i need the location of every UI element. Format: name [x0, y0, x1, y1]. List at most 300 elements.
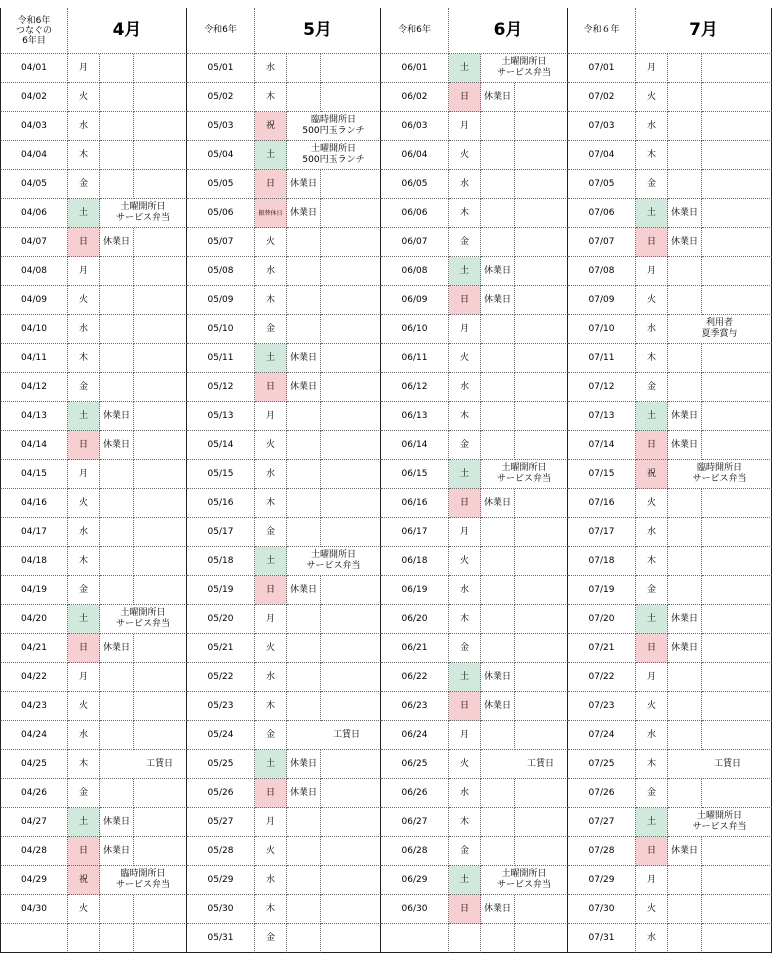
note-empty-cell	[702, 257, 772, 286]
weekday-cell	[449, 924, 481, 953]
note-cell	[481, 721, 515, 750]
weekday-cell: 振替休日	[255, 199, 287, 228]
era-label: 令和６年	[568, 8, 636, 54]
note-empty-cell	[515, 576, 568, 605]
note-empty-cell	[134, 141, 187, 170]
note-empty-cell	[321, 576, 381, 605]
note-cell: 休業日	[481, 692, 515, 721]
note-cell	[287, 634, 321, 663]
weekday-cell: 月	[68, 460, 100, 489]
note-cell	[100, 286, 134, 315]
note-empty-cell	[702, 54, 772, 83]
note-cell	[481, 547, 515, 576]
weekday-cell: 金	[449, 431, 481, 460]
note-empty-cell	[134, 402, 187, 431]
weekday-cell: 木	[449, 199, 481, 228]
note-cell	[668, 576, 702, 605]
weekday-cell: 水	[636, 721, 668, 750]
date-cell: 06/25	[381, 750, 449, 779]
note-cell	[481, 199, 515, 228]
weekday-cell: 金	[449, 634, 481, 663]
note-empty-cell	[702, 634, 772, 663]
date-cell: 05/22	[187, 663, 255, 692]
date-cell: 06/26	[381, 779, 449, 808]
date-cell: 06/02	[381, 83, 449, 112]
date-cell: 04/30	[0, 895, 68, 924]
note-empty-cell	[702, 286, 772, 315]
note-empty-cell	[321, 837, 381, 866]
date-cell: 07/21	[568, 634, 636, 663]
note-cell	[481, 315, 515, 344]
date-cell: 05/04	[187, 141, 255, 170]
note-empty-cell	[321, 634, 381, 663]
note-empty-cell	[515, 721, 568, 750]
date-cell: 04/03	[0, 112, 68, 141]
month-title: 7月	[636, 8, 772, 54]
note-empty-cell	[134, 837, 187, 866]
month-title: 4月	[68, 8, 187, 54]
note-empty-cell	[134, 228, 187, 257]
weekday-cell: 日	[68, 228, 100, 257]
note-empty-cell	[515, 895, 568, 924]
note-cell	[100, 489, 134, 518]
date-cell: 06/17	[381, 518, 449, 547]
date-cell: 07/18	[568, 547, 636, 576]
weekday-cell: 水	[449, 373, 481, 402]
weekday-cell: 月	[636, 54, 668, 83]
weekday-cell: 木	[636, 344, 668, 373]
date-cell: 07/06	[568, 199, 636, 228]
note-cell: 土曜開所日 サービス弁当	[481, 866, 568, 895]
note-empty-cell	[134, 721, 187, 750]
weekday-cell: 火	[449, 547, 481, 576]
note-cell	[287, 605, 321, 634]
note-empty-cell	[134, 808, 187, 837]
note-empty-cell	[702, 431, 772, 460]
note-empty-cell	[515, 170, 568, 199]
note-empty-cell	[515, 112, 568, 141]
note-empty-cell	[702, 692, 772, 721]
note-cell: 土曜開所日 サービス弁当	[481, 54, 568, 83]
date-cell: 07/22	[568, 663, 636, 692]
date-cell: 06/14	[381, 431, 449, 460]
weekday-cell: 火	[68, 489, 100, 518]
note-empty-cell	[702, 576, 772, 605]
note-empty-cell	[321, 170, 381, 199]
note-cell	[287, 837, 321, 866]
date-cell: 04/27	[0, 808, 68, 837]
note-cell	[287, 402, 321, 431]
date-cell: 07/02	[568, 83, 636, 112]
weekday-cell: 火	[255, 634, 287, 663]
date-cell: 05/31	[187, 924, 255, 953]
weekday-cell: 日	[255, 170, 287, 199]
note-cell: 臨時開所日 500円玉ランチ	[287, 112, 381, 141]
note-empty-cell	[321, 692, 381, 721]
note-cell: 休業日	[481, 286, 515, 315]
weekday-cell: 金	[68, 373, 100, 402]
weekday-cell: 木	[636, 141, 668, 170]
note-empty-cell	[321, 228, 381, 257]
date-cell: 06/05	[381, 170, 449, 199]
date-cell: 04/07	[0, 228, 68, 257]
note-empty-cell	[515, 605, 568, 634]
note-empty-cell	[134, 576, 187, 605]
weekday-cell: 土	[68, 605, 100, 634]
date-cell: 05/02	[187, 83, 255, 112]
date-cell: 04/11	[0, 344, 68, 373]
weekday-cell: 火	[449, 750, 481, 779]
note-empty-cell	[134, 547, 187, 576]
date-cell: 05/06	[187, 199, 255, 228]
date-cell: 06/23	[381, 692, 449, 721]
note-cell: 休業日	[668, 431, 702, 460]
weekday-cell: 月	[68, 663, 100, 692]
note-cell	[100, 779, 134, 808]
note-empty-cell	[702, 170, 772, 199]
date-cell: 07/17	[568, 518, 636, 547]
date-cell: 05/14	[187, 431, 255, 460]
note-cell	[668, 257, 702, 286]
note-cell	[481, 779, 515, 808]
date-cell: 06/04	[381, 141, 449, 170]
date-cell: 06/18	[381, 547, 449, 576]
note-empty-cell	[134, 634, 187, 663]
note-cell: 休業日	[100, 228, 134, 257]
date-cell: 06/30	[381, 895, 449, 924]
note-cell: 休業日	[668, 199, 702, 228]
date-cell: 04/13	[0, 402, 68, 431]
note-cell: 土曜開所日 サービス弁当	[668, 808, 772, 837]
note-cell: 休業日	[668, 605, 702, 634]
note-empty-cell	[515, 663, 568, 692]
note-cell: 休業日	[287, 576, 321, 605]
weekday-cell: 土	[255, 547, 287, 576]
date-cell: 04/06	[0, 199, 68, 228]
note-cell	[100, 924, 134, 953]
month-title: 5月	[255, 8, 381, 54]
weekday-cell: 火	[68, 692, 100, 721]
note-cell	[287, 518, 321, 547]
weekday-cell: 月	[449, 315, 481, 344]
date-cell: 07/13	[568, 402, 636, 431]
date-cell: 05/18	[187, 547, 255, 576]
date-cell: 07/01	[568, 54, 636, 83]
date-cell: 07/16	[568, 489, 636, 518]
date-cell: 05/05	[187, 170, 255, 199]
note-empty-cell	[702, 866, 772, 895]
note-cell	[481, 228, 515, 257]
note-cell	[668, 895, 702, 924]
date-cell: 04/09	[0, 286, 68, 315]
date-cell: 05/09	[187, 286, 255, 315]
date-cell: 05/24	[187, 721, 255, 750]
note-empty-cell	[134, 344, 187, 373]
note-cell: 休業日	[100, 837, 134, 866]
note-empty-cell	[515, 373, 568, 402]
note-cell: 休業日	[481, 257, 515, 286]
weekday-cell: 火	[255, 228, 287, 257]
date-cell: 04/21	[0, 634, 68, 663]
note-empty-cell	[515, 402, 568, 431]
note-empty-cell	[134, 257, 187, 286]
note-empty-cell	[134, 518, 187, 547]
note-cell	[668, 373, 702, 402]
note-cell: 休業日	[481, 663, 515, 692]
date-cell: 04/25	[0, 750, 68, 779]
weekday-cell: 日	[68, 431, 100, 460]
note-cell: 土曜開所日 サービス弁当	[100, 605, 187, 634]
note-empty-cell	[515, 808, 568, 837]
weekday-cell: 土	[449, 663, 481, 692]
date-cell: 05/30	[187, 895, 255, 924]
weekday-cell: 水	[255, 460, 287, 489]
weekday-cell: 木	[255, 489, 287, 518]
date-cell: 07/09	[568, 286, 636, 315]
note-cell	[100, 518, 134, 547]
note-cell	[100, 692, 134, 721]
note-cell: 休業日	[100, 402, 134, 431]
note-empty-cell	[321, 924, 381, 953]
date-cell: 04/17	[0, 518, 68, 547]
note-cell	[100, 460, 134, 489]
weekday-cell: 日	[449, 286, 481, 315]
weekday-cell: 木	[68, 750, 100, 779]
note-cell	[668, 141, 702, 170]
note-cell: 土曜開所日 500円玉ランチ	[287, 141, 381, 170]
note-empty-cell	[321, 54, 381, 83]
weekday-cell: 日	[636, 837, 668, 866]
date-cell: 06/29	[381, 866, 449, 895]
date-cell: 05/17	[187, 518, 255, 547]
date-cell: 04/14	[0, 431, 68, 460]
weekday-cell: 木	[68, 344, 100, 373]
note-cell	[100, 141, 134, 170]
note-empty-cell	[134, 83, 187, 112]
note-empty-cell	[515, 141, 568, 170]
note-empty-cell	[702, 373, 772, 402]
weekday-cell: 金	[68, 779, 100, 808]
note-cell	[481, 605, 515, 634]
note-cell	[287, 866, 321, 895]
note-cell	[100, 257, 134, 286]
note-cell	[100, 83, 134, 112]
date-cell: 05/20	[187, 605, 255, 634]
weekday-cell: 月	[636, 663, 668, 692]
weekday-cell: 水	[636, 518, 668, 547]
note-cell: 工賃日	[668, 750, 772, 779]
note-cell: 休業日	[287, 344, 321, 373]
note-empty-cell	[515, 286, 568, 315]
note-empty-cell	[134, 692, 187, 721]
weekday-cell: 火	[636, 286, 668, 315]
date-cell: 07/14	[568, 431, 636, 460]
date-cell: 05/29	[187, 866, 255, 895]
date-cell: 05/15	[187, 460, 255, 489]
note-empty-cell	[702, 402, 772, 431]
note-empty-cell	[134, 315, 187, 344]
note-cell: 工賃日	[100, 750, 187, 779]
note-cell	[668, 663, 702, 692]
note-cell	[100, 373, 134, 402]
note-empty-cell	[515, 489, 568, 518]
weekday-cell: 水	[636, 924, 668, 953]
note-cell	[100, 663, 134, 692]
note-cell	[100, 170, 134, 199]
date-cell: 07/12	[568, 373, 636, 402]
date-cell: 07/20	[568, 605, 636, 634]
note-cell	[287, 460, 321, 489]
note-cell	[287, 83, 321, 112]
weekday-cell: 土	[68, 402, 100, 431]
note-empty-cell	[321, 431, 381, 460]
note-empty-cell	[702, 837, 772, 866]
date-cell: 07/31	[568, 924, 636, 953]
note-cell	[100, 315, 134, 344]
weekday-cell: 日	[449, 489, 481, 518]
weekday-cell	[68, 924, 100, 953]
date-cell: 07/27	[568, 808, 636, 837]
date-cell: 05/21	[187, 634, 255, 663]
note-cell	[481, 402, 515, 431]
note-cell	[100, 576, 134, 605]
note-empty-cell	[702, 547, 772, 576]
note-cell	[287, 257, 321, 286]
date-cell: 04/08	[0, 257, 68, 286]
date-cell: 05/16	[187, 489, 255, 518]
note-cell	[481, 344, 515, 373]
date-cell: 07/04	[568, 141, 636, 170]
note-empty-cell	[702, 489, 772, 518]
weekday-cell: 水	[255, 54, 287, 83]
date-cell: 05/07	[187, 228, 255, 257]
weekday-cell: 水	[636, 112, 668, 141]
date-cell: 05/13	[187, 402, 255, 431]
note-empty-cell	[702, 605, 772, 634]
note-empty-cell	[515, 431, 568, 460]
note-empty-cell	[321, 895, 381, 924]
note-cell	[668, 547, 702, 576]
weekday-cell: 水	[68, 721, 100, 750]
note-cell: 休業日	[481, 83, 515, 112]
note-cell: 休業日	[668, 228, 702, 257]
weekday-cell: 土	[255, 750, 287, 779]
note-cell: 休業日	[100, 808, 134, 837]
date-cell	[0, 924, 68, 953]
date-cell: 07/26	[568, 779, 636, 808]
note-cell	[481, 373, 515, 402]
date-cell: 04/18	[0, 547, 68, 576]
weekday-cell: 木	[449, 808, 481, 837]
date-cell: 05/03	[187, 112, 255, 141]
note-cell	[100, 895, 134, 924]
note-empty-cell	[515, 199, 568, 228]
date-cell: 07/28	[568, 837, 636, 866]
weekday-cell: 土	[68, 808, 100, 837]
note-cell	[481, 518, 515, 547]
note-empty-cell	[134, 489, 187, 518]
date-cell: 04/02	[0, 83, 68, 112]
weekday-cell: 金	[449, 837, 481, 866]
date-cell: 07/15	[568, 460, 636, 489]
note-empty-cell	[321, 83, 381, 112]
note-empty-cell	[515, 315, 568, 344]
note-cell	[668, 489, 702, 518]
note-cell: 土曜開所日 サービス弁当	[100, 199, 187, 228]
note-empty-cell	[702, 924, 772, 953]
note-cell	[287, 692, 321, 721]
note-empty-cell	[515, 257, 568, 286]
note-empty-cell	[134, 779, 187, 808]
weekday-cell: 火	[636, 83, 668, 112]
note-cell	[668, 692, 702, 721]
note-cell	[481, 576, 515, 605]
date-cell: 06/16	[381, 489, 449, 518]
note-empty-cell	[321, 402, 381, 431]
date-cell: 06/07	[381, 228, 449, 257]
date-cell: 05/11	[187, 344, 255, 373]
note-cell: 利用者 夏季賞与	[668, 315, 772, 344]
date-cell: 05/01	[187, 54, 255, 83]
date-cell: 05/08	[187, 257, 255, 286]
date-cell: 07/19	[568, 576, 636, 605]
date-cell: 04/01	[0, 54, 68, 83]
weekday-cell: 月	[636, 257, 668, 286]
weekday-cell: 日	[68, 837, 100, 866]
date-cell: 04/23	[0, 692, 68, 721]
date-cell: 04/26	[0, 779, 68, 808]
date-cell: 04/10	[0, 315, 68, 344]
weekday-cell: 水	[255, 866, 287, 895]
weekday-cell: 土	[255, 141, 287, 170]
note-empty-cell	[321, 750, 381, 779]
weekday-cell: 月	[68, 257, 100, 286]
note-cell	[668, 518, 702, 547]
weekday-cell: 日	[636, 228, 668, 257]
note-cell	[287, 663, 321, 692]
weekday-cell: 木	[68, 547, 100, 576]
weekday-cell: 日	[449, 692, 481, 721]
note-empty-cell	[321, 605, 381, 634]
note-cell	[481, 924, 515, 953]
weekday-cell: 金	[255, 315, 287, 344]
date-cell: 07/03	[568, 112, 636, 141]
weekday-cell: 金	[636, 170, 668, 199]
weekday-cell: 火	[636, 895, 668, 924]
weekday-cell: 火	[68, 895, 100, 924]
date-cell: 04/04	[0, 141, 68, 170]
date-cell: 04/15	[0, 460, 68, 489]
weekday-cell: 月	[255, 808, 287, 837]
note-cell	[481, 112, 515, 141]
date-cell: 06/12	[381, 373, 449, 402]
note-cell	[100, 54, 134, 83]
date-cell: 05/25	[187, 750, 255, 779]
date-cell: 04/20	[0, 605, 68, 634]
note-empty-cell	[515, 344, 568, 373]
weekday-cell: 木	[449, 402, 481, 431]
weekday-cell: 金	[636, 576, 668, 605]
note-empty-cell	[321, 779, 381, 808]
note-cell	[668, 344, 702, 373]
weekday-cell: 木	[255, 692, 287, 721]
weekday-cell: 日	[68, 634, 100, 663]
note-cell: 休業日	[668, 837, 702, 866]
weekday-cell: 土	[636, 199, 668, 228]
note-empty-cell	[702, 228, 772, 257]
weekday-cell: 木	[449, 605, 481, 634]
note-empty-cell	[321, 808, 381, 837]
